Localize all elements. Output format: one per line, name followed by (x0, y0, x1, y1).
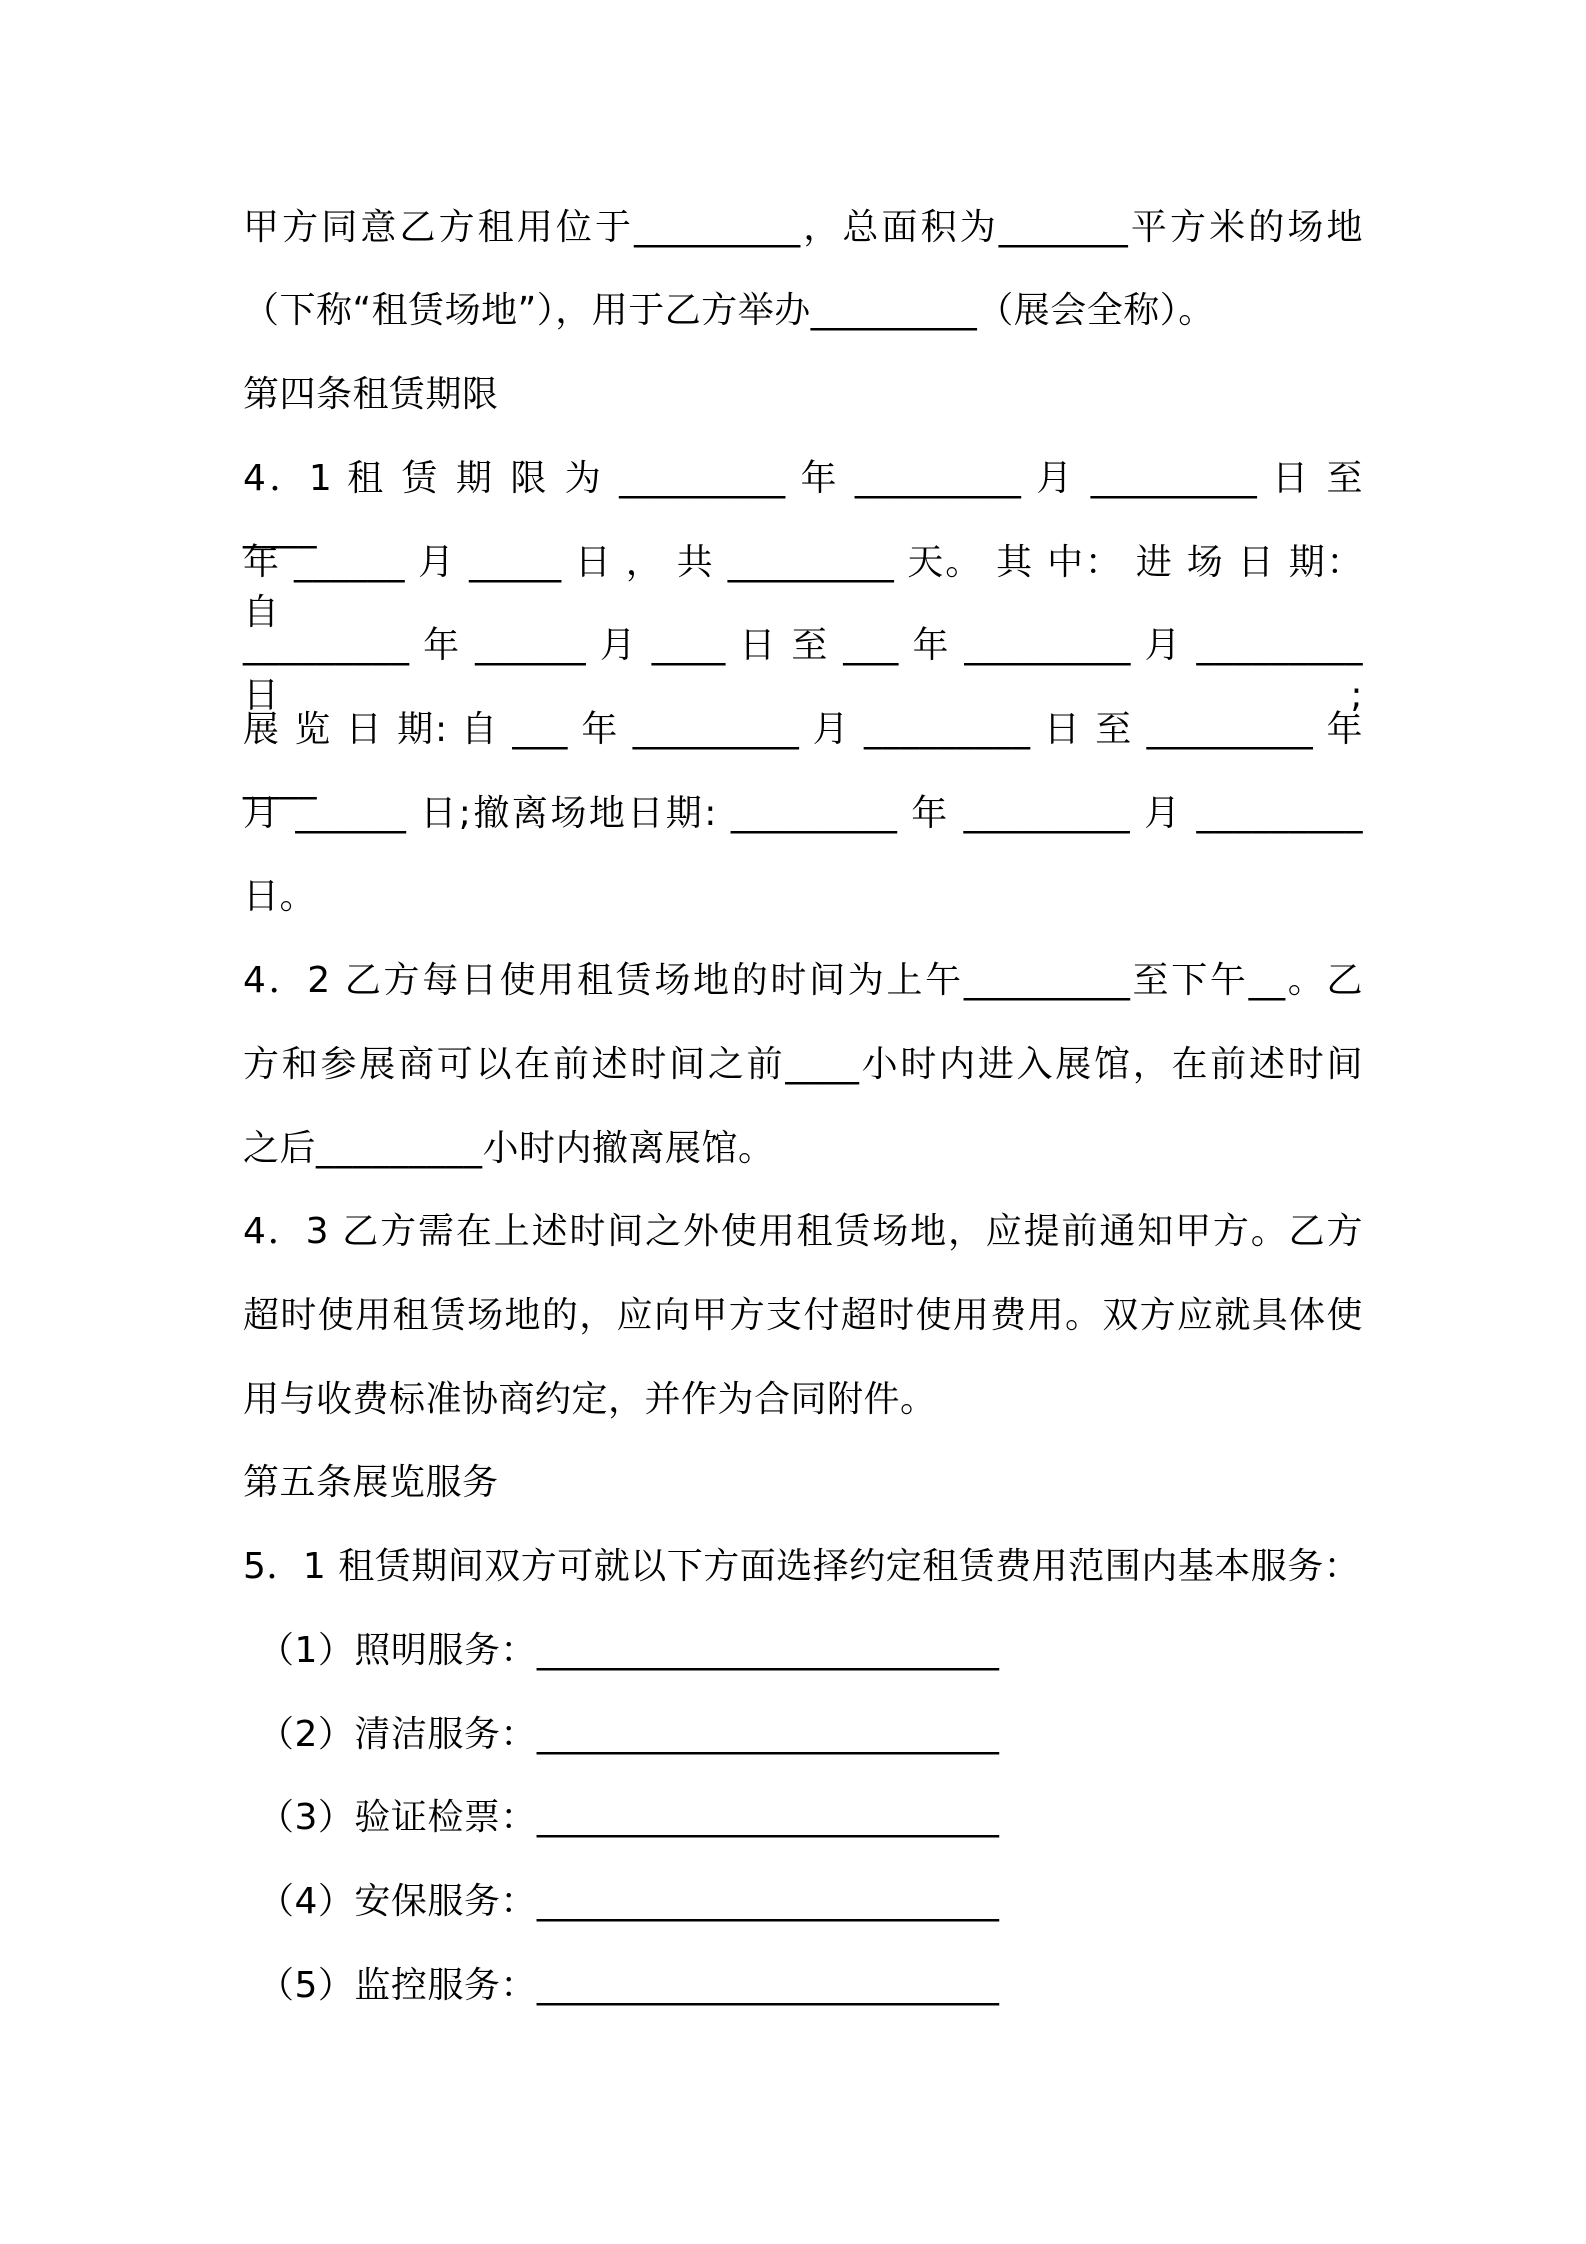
paragraph-line: 4．2 乙方每日使用租赁场地的时间为上午_________至下午__。乙 (243, 960, 1363, 1001)
service-item: （4）安保服务：_________________________ (258, 1881, 1000, 1922)
paragraph-line: 展 览 日 期: 自 ___ 年 _________ 月 _________ 日 至 _________ 年 ____ (243, 709, 1363, 800)
paragraph-line: 超时使用租赁场地的，应向甲方支付超时使用费用。双方应就具体使 (243, 1295, 1363, 1336)
section-heading: 第五条展览服务 (243, 1462, 499, 1503)
paragraph-line: 日。 (243, 876, 317, 917)
paragraph-line: 之后_________小时内撤离展馆。 (243, 1128, 775, 1169)
service-item: （5）监控服务：_________________________ (258, 1965, 1000, 2006)
service-item: （1）照明服务：_________________________ (258, 1630, 1000, 1671)
paragraph-line: 5．1 租赁期间双方可就以下方面选择约定租赁费用范围内基本服务： (243, 1546, 1361, 1587)
paragraph-line: 4．3 乙方需在上述时间之外使用租赁场地，应提前通知甲方。乙方 (243, 1211, 1363, 1252)
paragraph-line: 年 ______ 月 _____ 日 ， 共 _________ 天。 其 中： 进 场 日 期： 自 (243, 542, 1363, 633)
paragraph-line: （下称“租赁场地”），用于乙方举办_________（展会全称）。 (243, 290, 1215, 331)
service-item: （3）验证检票：_________________________ (258, 1797, 1000, 1838)
paragraph-line: 用与收费标准协商约定，并作为合同附件。 (243, 1379, 937, 1420)
paragraph-line: 方和参展商可以在前述时间之前____小时内进入展馆，在前述时间 (243, 1044, 1363, 1085)
paragraph-line: _________ 年 ______ 月 ____ 日 至 ___ 年 _________ 月 _________ 日; (243, 625, 1363, 716)
paragraph-line: 甲方同意乙方租用位于_________，总面积为_______平方米的场地 (243, 207, 1363, 248)
paragraph-line: 月 ______ 日;撤离场地日期: _________ 年 _________ 月 _________ (243, 793, 1363, 834)
paragraph-line: 4．1 租 赁 期 限 为 _________ 年 _________ 月 _________ 日 至 ____ (243, 458, 1363, 549)
service-item: （2）清洁服务：_________________________ (258, 1714, 1000, 1755)
section-heading: 第四条租赁期限 (243, 374, 499, 415)
